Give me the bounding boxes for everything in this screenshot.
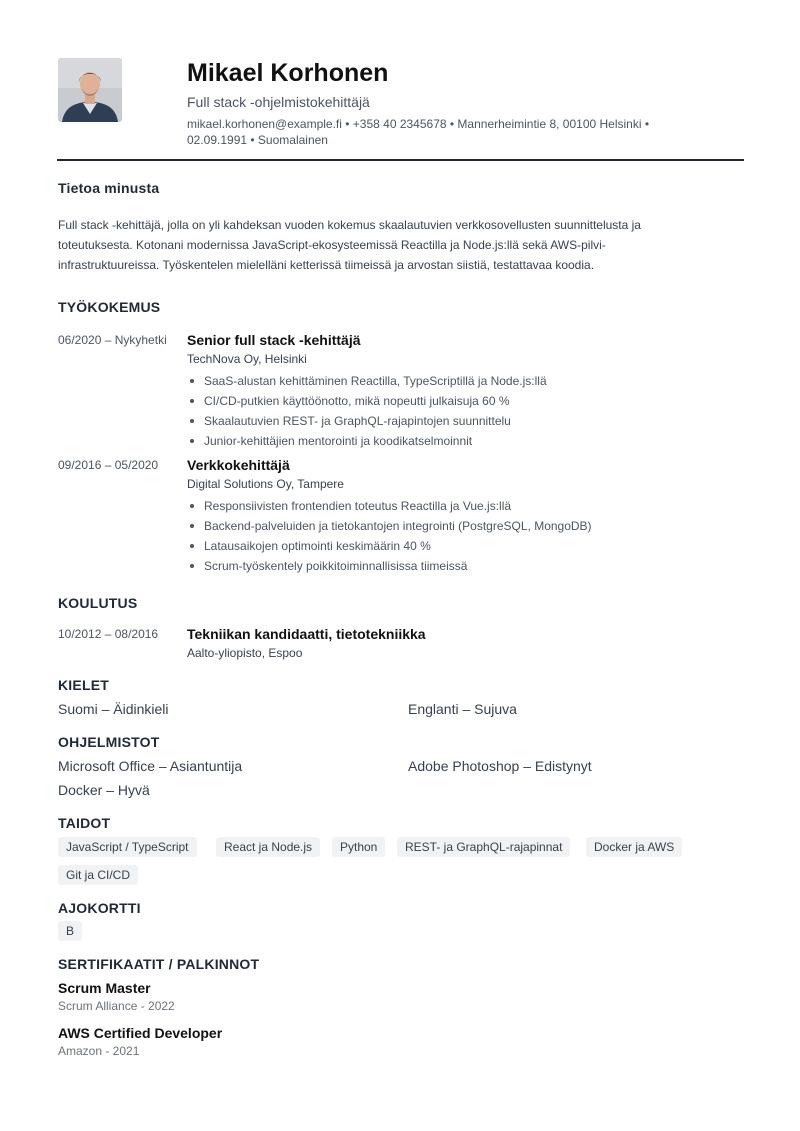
entry-date: 09/2016 – 05/2020 [58, 458, 159, 472]
software-item: Microsoft Office – Asiantuntija [58, 758, 243, 774]
about-text: Full stack -kehittäjä, jolla on yli kahdeksan vuoden kokemus skaalautuvien verkkosovellusten suunnittelusta ja toteutuksesta. Kotonani modernissa JavaScript-ekosysteemissä Reactilla ja Node.js:llä sekä AWS-pilvi-infrastruktuureissa. Työskentelen mielelläni ketterissä tiimeissä ja arvostan siistiä, testattavaa koodia. [58, 218, 641, 272]
entry-date: 10/2012 – 08/2016 [58, 627, 159, 641]
entry-organization: TechNova Oy, Helsinki [187, 352, 307, 366]
job-title: Full stack -ohjelmistokehittäjä [187, 94, 370, 110]
header-divider [57, 159, 744, 161]
skill-tag: Git ja CI/CD [58, 865, 138, 885]
software-item: Adobe Photoshop – Edistynyt [408, 758, 592, 774]
entry-bullets [187, 496, 592, 576]
education-heading: KOULUTUS [58, 595, 138, 611]
license-tag: B [58, 921, 82, 941]
profile-photo [58, 58, 122, 122]
skill-tag: React ja Node.js [216, 837, 320, 857]
entry-date: 06/2020 – Nykyhetki [58, 333, 167, 347]
list-item: Responsiivisten frontendien toteutus Reactilla ja Vue.js:llä [187, 496, 592, 516]
entry-title: Senior full stack -kehittäjä [187, 332, 361, 348]
contact-info [187, 116, 727, 148]
list-item: CI/CD-putkien käyttöönotto, mikä nopeutti julkaisuja 60 % [187, 391, 547, 411]
license-heading: AJOKORTTI [58, 900, 141, 916]
list-item: SaaS-alustan kehittäminen Reactilla, TypeScriptillä ja Node.js:llä [187, 371, 547, 391]
skill-tag: Docker ja AWS [586, 837, 682, 857]
certificate-issuer: Scrum Alliance - 2022 [58, 999, 175, 1013]
person-avatar-icon [58, 58, 122, 122]
list-item: Scrum-työskentely poikkitoiminnallisissa tiimeissä [187, 556, 592, 576]
certificate-issuer: Amazon - 2021 [58, 1044, 140, 1058]
skill-tag: Python [332, 837, 385, 857]
skill-tag: JavaScript / TypeScript [58, 837, 197, 857]
skills-heading: TAIDOT [58, 815, 111, 831]
list-item: Backend-palveluiden ja tietokantojen integrointi (PostgreSQL, MongoDB) [187, 516, 592, 536]
language-item: Suomi – Äidinkieli [58, 701, 169, 717]
entry-title: Verkkokehittäjä [187, 457, 290, 473]
language-item: Englanti – Sujuva [408, 701, 517, 717]
list-item: Skaalautuvien REST- ja GraphQL-rajapintojen suunnittelu [187, 411, 547, 431]
entry-organization: Aalto-yliopisto, Espoo [187, 646, 303, 660]
skill-tag: REST- ja GraphQL-rajapinnat [397, 837, 570, 857]
certificate-title: AWS Certified Developer [58, 1025, 223, 1041]
certificates-heading: SERTIFIKAATIT / PALKINNOT [58, 956, 260, 972]
languages-heading: KIELET [58, 677, 109, 693]
software-heading: OHJELMISTOT [58, 734, 160, 750]
entry-title: Tekniikan kandidaatti, tietotekniikka [187, 626, 426, 642]
list-item: Junior-kehittäjien mentorointi ja koodikatselmoinnit [187, 431, 547, 451]
contact-line: mikael.korhonen@example.fi • +358 40 2345678 • Mannerheimintie 8, 00100 Helsinki • [187, 117, 650, 131]
certificate-title: Scrum Master [58, 980, 151, 996]
work-heading: TYÖKOKEMUS [58, 299, 161, 315]
entry-organization: Digital Solutions Oy, Tampere [187, 477, 344, 491]
entry-bullets [187, 371, 547, 451]
about-heading: Tietoa minusta [58, 180, 160, 196]
list-item: Latausaikojen optimointi keskimäärin 40 % [187, 536, 592, 556]
candidate-name: Mikael Korhonen [187, 59, 389, 87]
software-item: Docker – Hyvä [58, 782, 150, 798]
contact-line: 02.09.1991 • Suomalainen [187, 133, 328, 147]
